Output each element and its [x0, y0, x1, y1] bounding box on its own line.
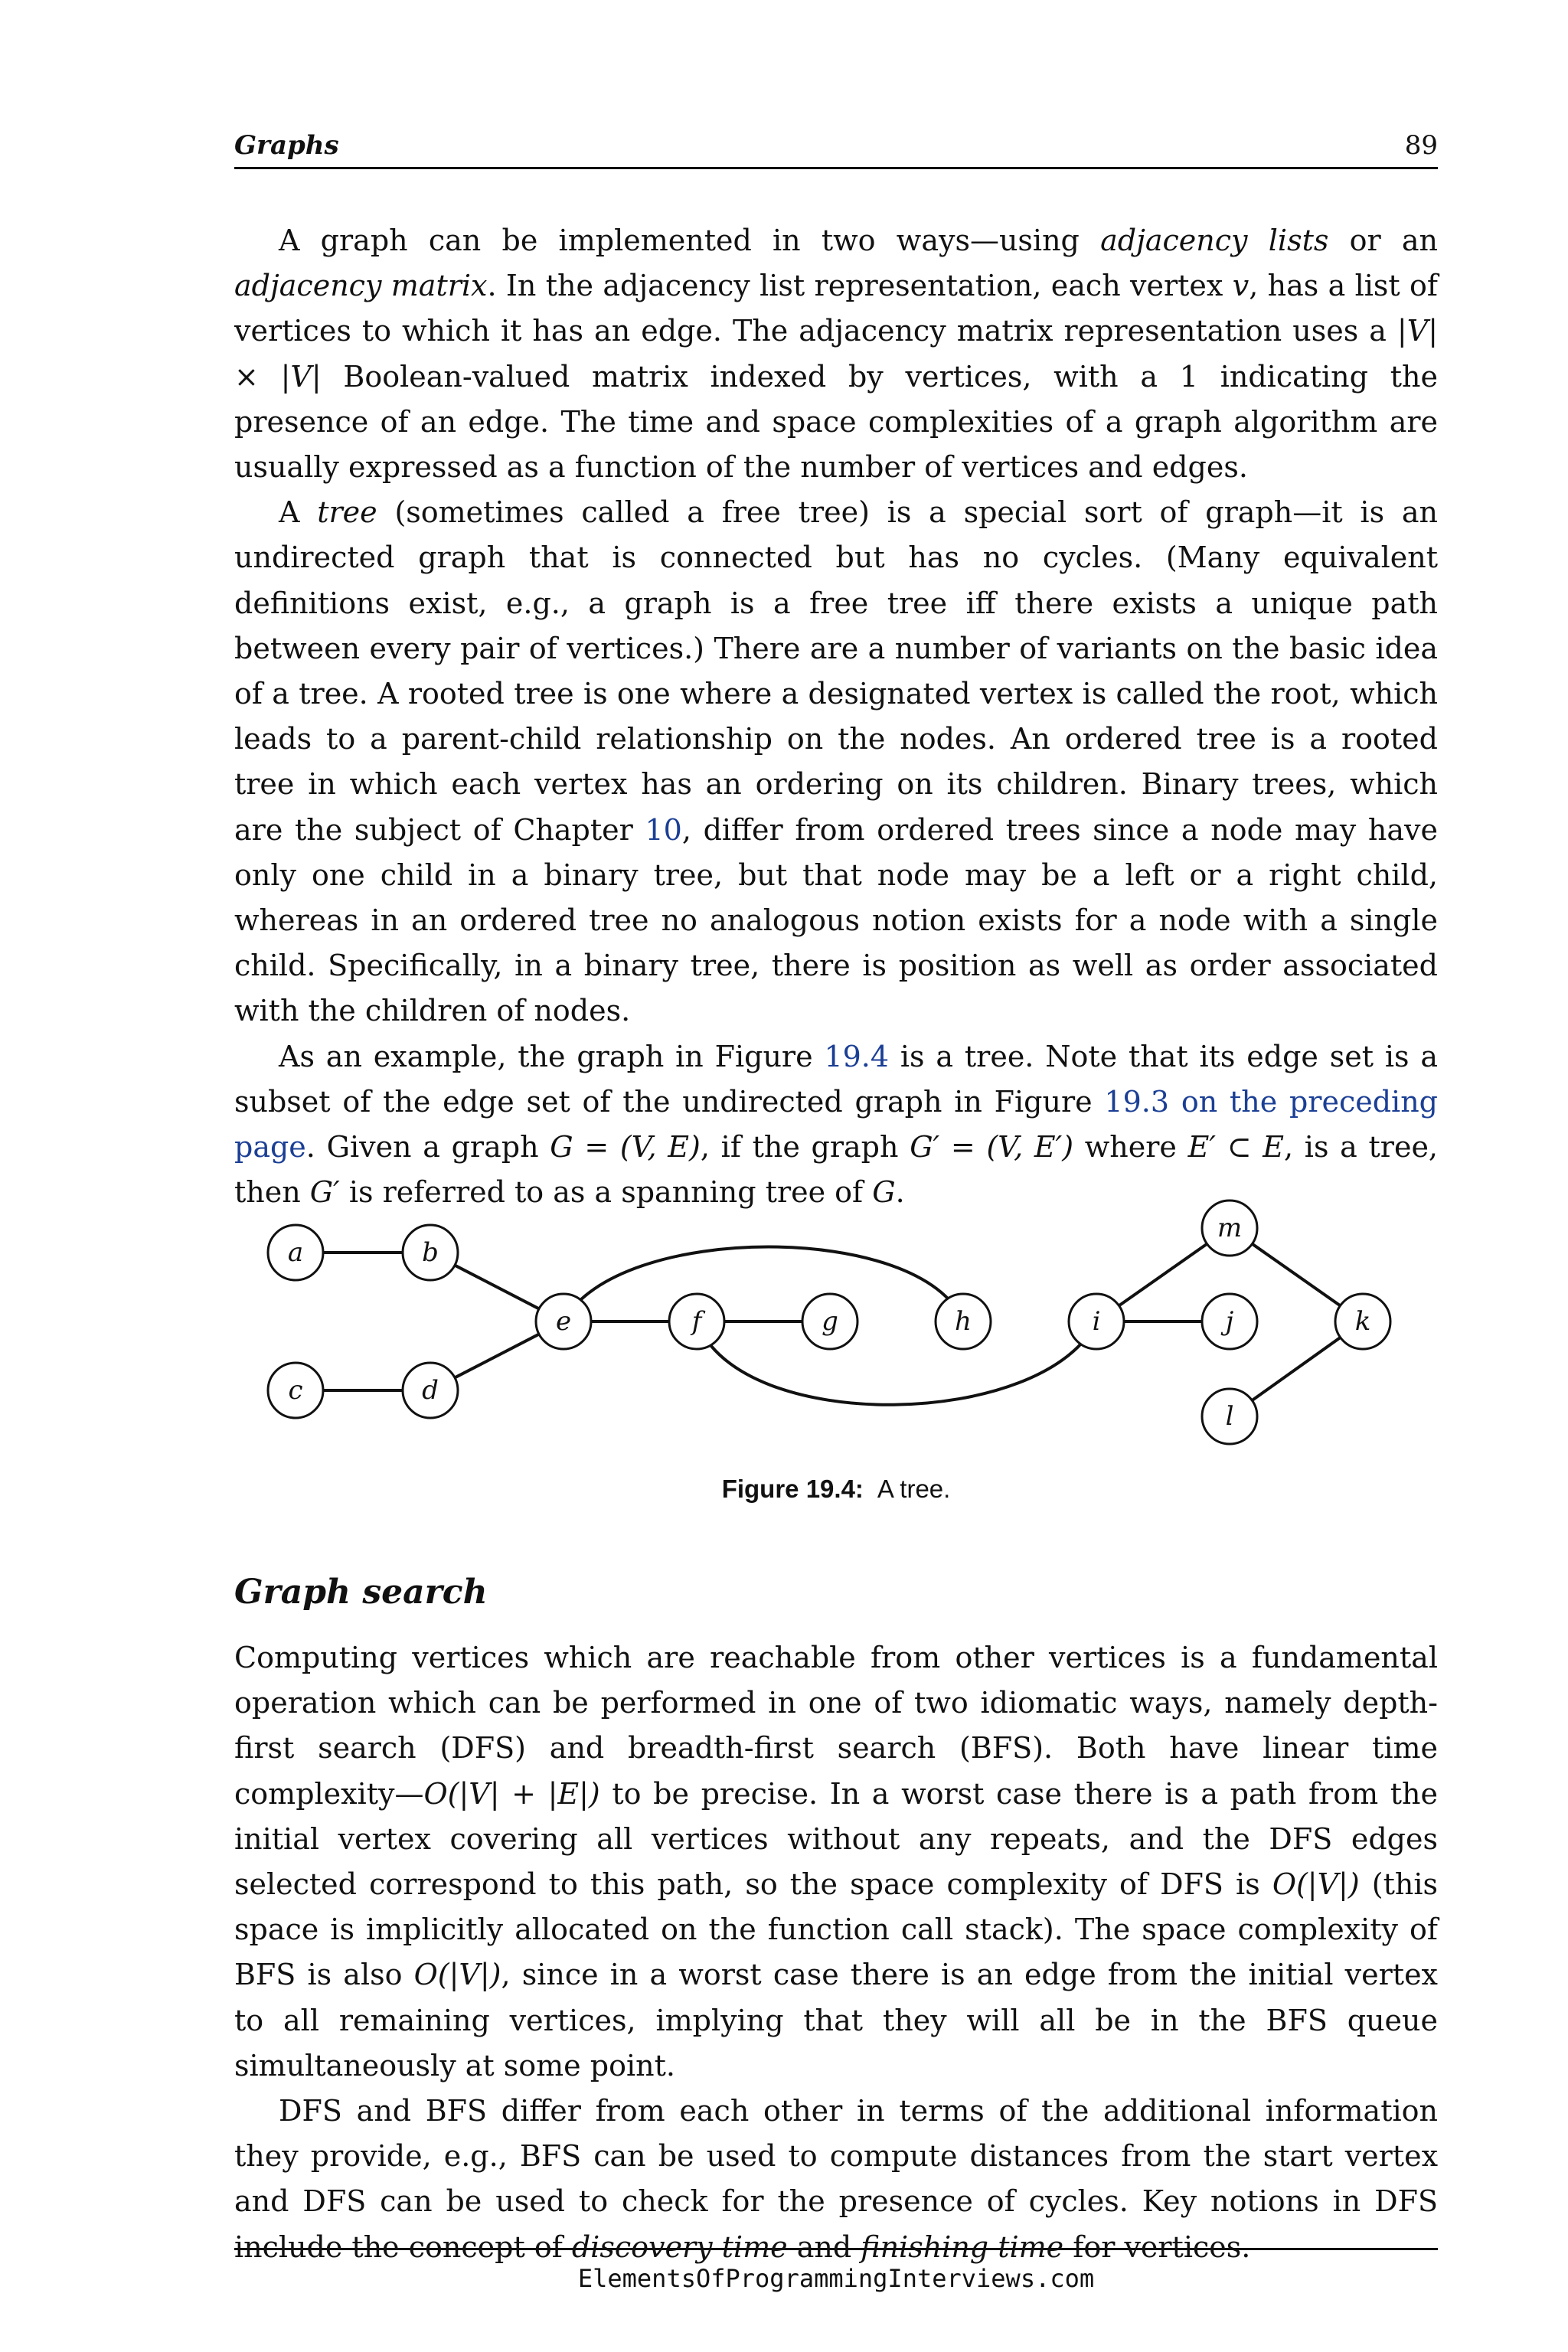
node-k	[1335, 1294, 1390, 1349]
edge-k-l	[1252, 1338, 1340, 1400]
paragraph-dfs-bfs-differences: DFS and BFS differ from each other in terms of the additional information they provide, e.g., BFS can be used to compute distances from the start vertex and DFS can be used to check for the presence of cycles. Key notions in DFS include the concept of discovery time and finishing time for vertices.	[234, 2094, 1438, 2264]
tree-figure	[234, 1191, 1438, 1452]
node-label-d: d	[422, 1375, 439, 1406]
tree-diagram	[234, 1191, 1438, 1452]
edge-f-i	[697, 1321, 1096, 1405]
node-d	[403, 1363, 458, 1418]
node-label-j: j	[1225, 1306, 1234, 1337]
figure-link[interactable]: 19.4	[824, 1039, 890, 1073]
chapter-title: Graphs	[234, 130, 339, 161]
edge-i-m	[1119, 1244, 1207, 1306]
node-label-k: k	[1354, 1306, 1371, 1337]
node-label-h: h	[955, 1306, 972, 1337]
section-heading: Graph search	[234, 1573, 488, 1612]
node-b	[403, 1225, 458, 1280]
node-l	[1202, 1389, 1257, 1444]
node-label-a: a	[287, 1237, 304, 1268]
node-i	[1069, 1294, 1124, 1349]
node-label-l: l	[1225, 1401, 1234, 1432]
paragraph-representations: A graph can be implemented in two ways—using adjacency lists or an adjacency matrix. In the adjacency list representation, each vertex v, has a list of vertices to which it has an edge. The adjacency matrix representation uses a |V| × |V| Boolean-valued matrix indexed by vertices, with a 1 indicating the presence of an edge. The time and space complexities of a graph algorithm are usually expressed as a function of the number of vertices and edges.	[234, 224, 1438, 485]
figure-caption	[234, 1475, 1438, 1504]
node-label-b: b	[422, 1237, 439, 1268]
node-j	[1202, 1294, 1257, 1349]
paragraph-spanning-tree: As an example, the graph in Figure 19.4 is a tree. Note that its edge set is a subset of the edge set of the undirected graph in Figure 19.3 on the preceding page. Given a graph G = (V, E), if the graph G′ = (V, E′) where E′ ⊂ E, is a tree, then G′ is referred to as a spanning tree of G.	[234, 1039, 1439, 1210]
edge-m-k	[1252, 1244, 1340, 1306]
edge-e-h	[564, 1247, 963, 1322]
node-m	[1202, 1200, 1257, 1256]
caption-text: A tree.	[877, 1475, 951, 1503]
graph-search-text	[234, 1635, 1438, 2270]
node-a	[268, 1225, 323, 1280]
node-h	[936, 1294, 991, 1349]
node-label-f: f	[691, 1306, 702, 1337]
node-label-m: m	[1217, 1213, 1243, 1243]
node-label-e: e	[555, 1306, 572, 1337]
edge-b-e	[455, 1266, 539, 1309]
node-g	[802, 1294, 858, 1349]
page-footer: ElementsOfProgrammingInterviews.com	[234, 2248, 1438, 2293]
running-header	[234, 126, 1438, 169]
paragraph-dfs-bfs: Computing vertices which are reachable from other vertices is a fundamental operation which can be performed in one of two idiomatic ways, namely depth-first search (DFS) and breadth-first search (BFS). Both have linear time complexity—O(|V| + |E|) to be precise. In a worst case there is a path from the initial vertex covering all vertices without any repeats, and the DFS edges selected correspond to this path, so the space complexity of DFS is O(|V|) (this space is implicitly allocated on the function call stack). The space complexity of BFS is also O(|V|), since in a worst case there is an edge from the initial vertex to all remaining vertices, implying that they will all be in the BFS queue simultaneously at some point.	[234, 1641, 1438, 2082]
node-label-i: i	[1092, 1306, 1101, 1337]
edge-d-e	[455, 1334, 539, 1378]
node-label-c: c	[288, 1375, 303, 1406]
paragraph-trees: A tree (sometimes called a free tree) is a special sort of graph—it is an undirected graph that is connected but has no cycles. (Many equivalent definitions exist, e.g., a graph is a free tree iff there exists a unique path between every pair of vertices.) There are a number of variants on the basic idea of a tree. A rooted tree is one where a designated vertex is called the root, which leads to a parent-child relationship on the nodes. An ordered tree is a rooted tree in which each vertex has an ordering on its children. Binary trees, which are the subject of Chapter 10, differ from ordered trees since a node may have only one child in a binary tree, but that node may be a left or a right child, whereas in an ordered tree no analogous notion exists for a node with a single child. Specifically, in a binary tree, there is position as well as order associated with the children of nodes.	[234, 495, 1438, 1028]
page-number: 89	[1404, 130, 1438, 161]
figure-page-link[interactable]: 19.3 on the preceding page	[234, 1084, 1438, 1165]
intro-text	[234, 218, 1438, 1215]
chapter-link[interactable]: 10	[645, 812, 682, 847]
node-f	[669, 1294, 724, 1349]
node-c	[268, 1363, 323, 1418]
node-e	[536, 1294, 591, 1349]
caption-label: Figure 19.4:	[721, 1475, 864, 1503]
node-label-g: g	[822, 1306, 838, 1337]
